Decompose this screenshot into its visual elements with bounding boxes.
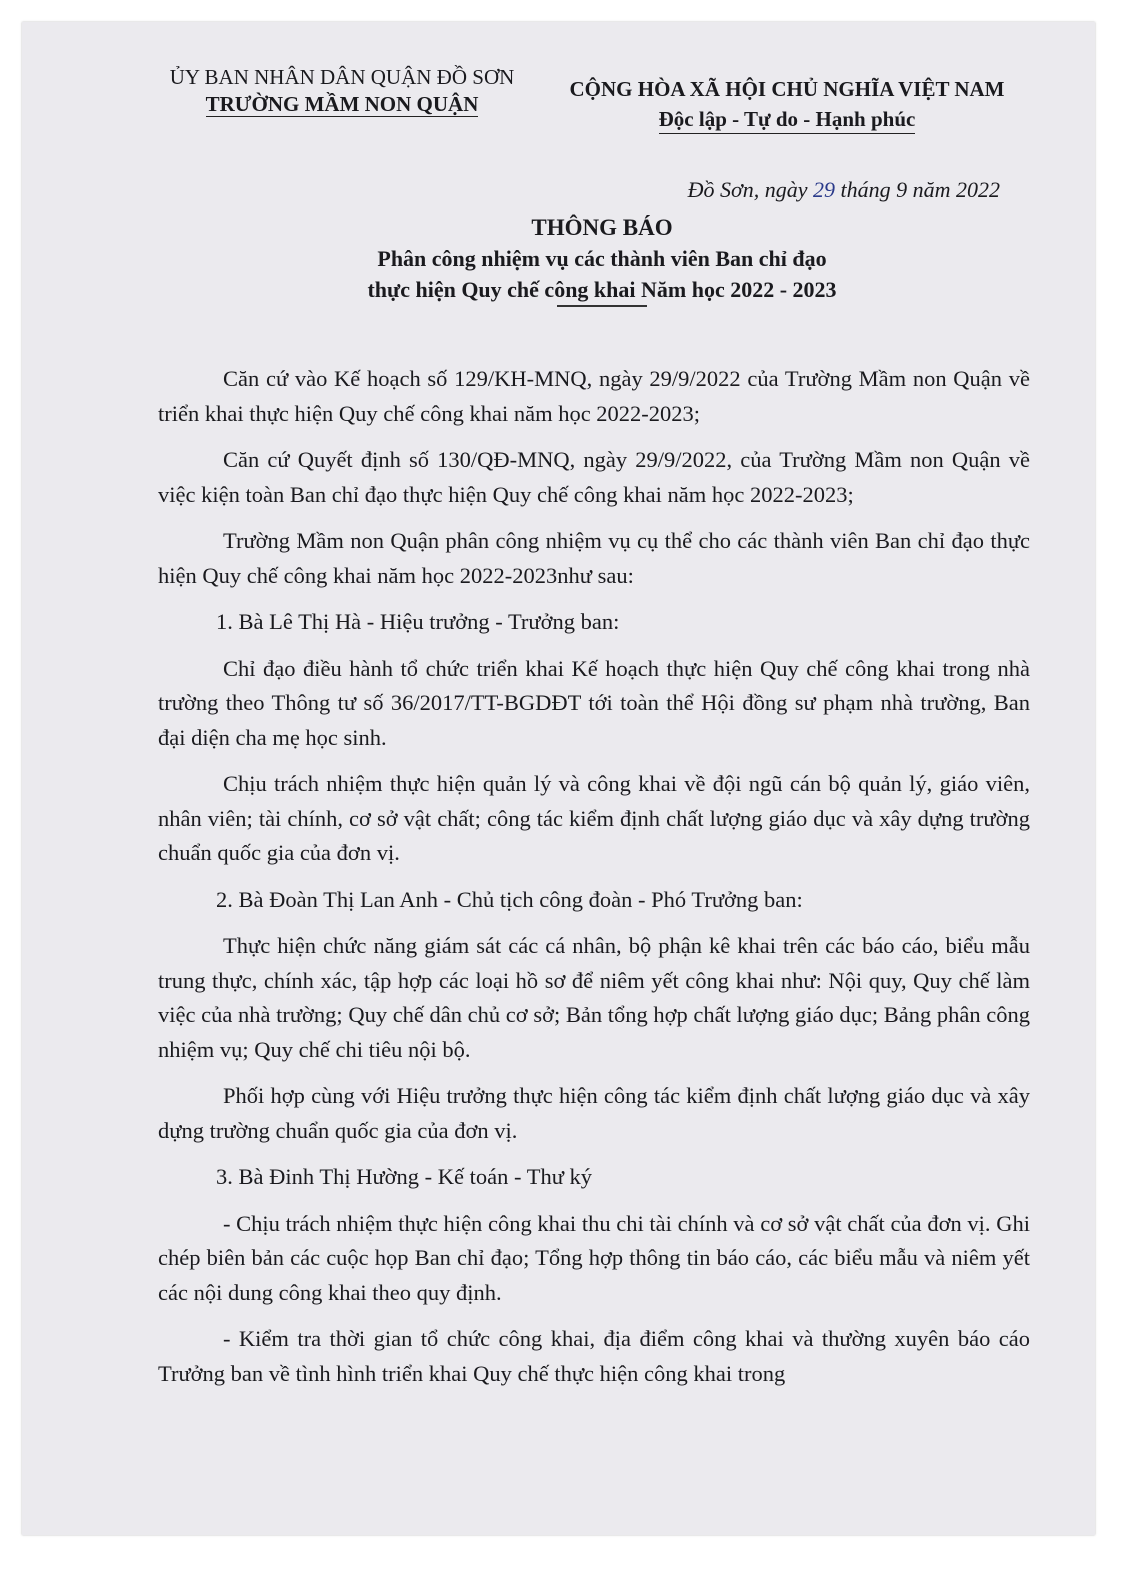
paragraph: - Chịu trách nhiệm thực hiện công khai thu chi tài chính và cơ sở vật chất của đơn vị. Ghi chép biên bản các cuộc họp Ban chỉ đạo; Tổng hợp thông tin báo cáo, các biểu mẫu và niêm yết các nội dung công khai theo quy định. (158, 1210, 1030, 1305)
title-line-1: Phân công nhiệm vụ các thành viên Ban chỉ đạo (377, 246, 827, 271)
member-heading: 1. Bà Lê Thị Hà - Hiệu trưởng - Trưởng ban: (216, 609, 620, 634)
school-name: TRƯỜNG MẦM NON QUẬN (205, 92, 479, 116)
member-heading: 2. Bà Đoàn Thị Lan Anh - Chủ tịch công đoàn - Phó Trưởng ban: (216, 886, 803, 912)
paragraph: Chịu trách nhiệm thực hiện quản lý và công khai về đội ngũ cán bộ quản lý, giáo viên, nhân viên; tài chính, cơ sở vật chất; công tác kiểm định chất lượng giáo dục và xây dựng trường chuẩn quốc gia của đơn vị. (158, 771, 1030, 865)
paragraph: Trường Mầm non Quận phân công nhiệm vụ cụ thể cho các thành viên Ban chỉ đạo thực hiện Quy chế công khai năm học 2022-2023như sau: (158, 528, 1030, 588)
title-line-2: thực hiện Quy chế công khai Năm học 2022 - 2023 (367, 277, 837, 302)
paragraph: Chỉ đạo điều hành tổ chức triển khai Kế hoạch thực hiện Quy chế công khai trong nhà trường theo Thông tư số 36/2017/TT-BGDĐT tới toàn thể Hội đồng sư phạm nhà trường, Ban đại diện cha mẹ học sinh. (158, 655, 1030, 750)
paragraph: Phối hợp cùng với Hiệu trưởng thực hiện công tác kiểm định chất lượng giáo dục và xây dựng trường chuẩn quốc gia của đơn vị. (158, 1083, 1030, 1143)
paragraph: Căn cứ Quyết định số 130/QĐ-MNQ, ngày 29/9/2022, của Trường Mầm non Quận về việc kiện toàn Ban chỉ đạo thực hiện Quy chế công khai năm học 2022-2023; (158, 447, 1030, 507)
paragraph: Căn cứ vào Kế hoạch số 129/KH-MNQ, ngày 29/9/2022 của Trường Mầm non Quận về triển khai thực hiện Quy chế công khai năm học 2022-2023; (158, 366, 1030, 426)
document-title (162, 212, 1042, 307)
member-heading: 3. Bà Đinh Thị Hường - Kế toán - Thư ký (216, 1164, 593, 1189)
date-day: 29 (813, 177, 835, 202)
country-name: CỘNG HÒA XÃ HỘI CHỦ NGHĨA VIỆT NAM (569, 77, 1005, 101)
title-main: THÔNG BÁO (531, 215, 673, 240)
motto: Độc lập - Tự do - Hạnh phúc (659, 106, 916, 134)
date-rest: tháng 9 năm 2022 (835, 177, 1000, 202)
document-page (22, 22, 1095, 1535)
national-heading (542, 74, 1032, 134)
paragraph: - Kiểm tra thời gian tổ chức công khai, địa điểm công khai và thường xuyên báo cáo Trưởng ban về tình hình triển khai Quy chế thực hiện công khai trong (158, 1326, 1030, 1386)
agency-name: ỦY BAN NHÂN DÂN QUẬN ĐỒ SƠN (169, 65, 515, 89)
document-date (582, 177, 1000, 203)
title-underline (557, 305, 647, 307)
date-prefix: Đồ Sơn, ngày (687, 177, 813, 202)
paragraph: Thực hiện chức năng giám sát các cá nhân, bộ phận kê khai trên các báo cáo, biểu mẫu trung thực, chính xác, tập hợp các loại hồ sơ để niêm yết công khai như: Nội quy, Quy chế làm việc của nhà trường; Quy chế dân chủ cơ sở; Bản tổng hợp chất lượng giáo dục; Bảng phân công nhiệm vụ; Quy chế chi tiêu nội bộ. (158, 933, 1030, 1062)
document-body (158, 362, 1030, 1403)
issuer-block (142, 64, 542, 118)
